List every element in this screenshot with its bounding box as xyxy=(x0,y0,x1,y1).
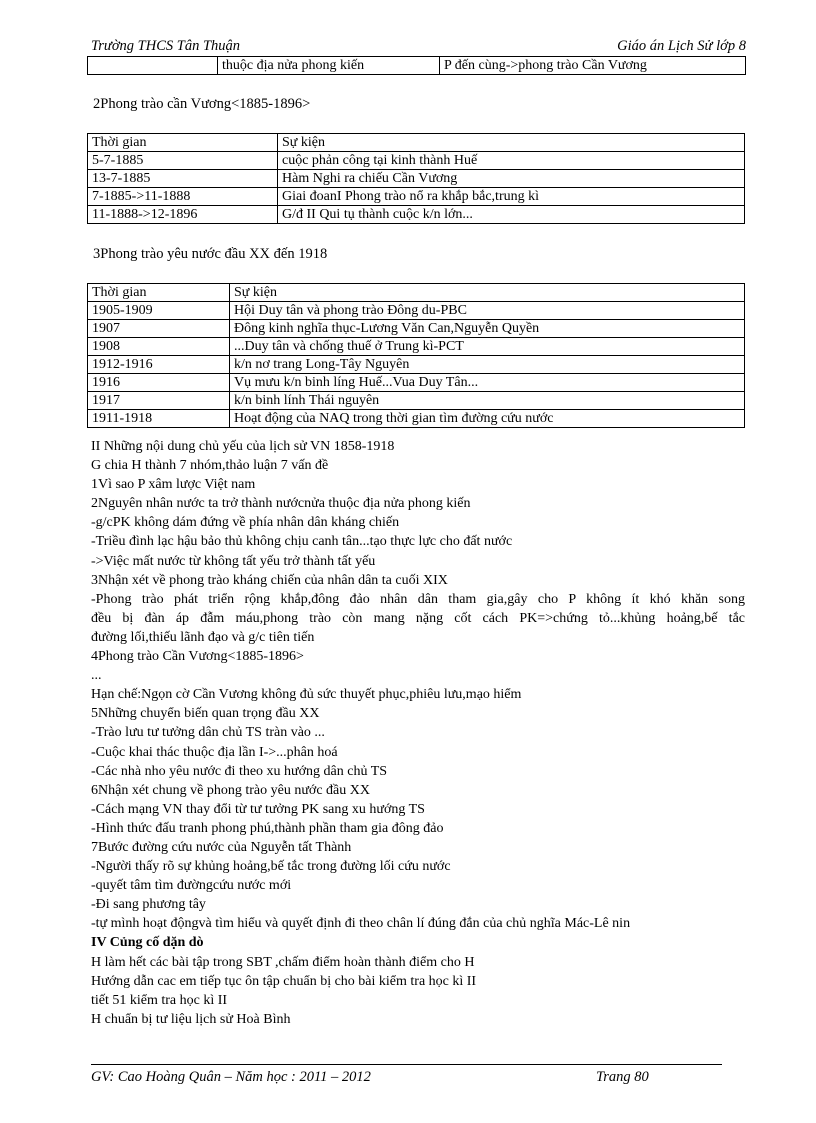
table-row xyxy=(88,320,745,338)
section-2-table xyxy=(87,133,745,224)
table-row xyxy=(88,170,745,188)
table-cell: thuộc địa nửa phong kiến xyxy=(218,57,440,75)
footer-rule xyxy=(91,1064,722,1065)
lesson-body xyxy=(91,437,745,1029)
body-line: -Cuộc khai thác thuộc địa lần I->...phân hoá xyxy=(91,744,338,760)
footer-teacher: GV: Cao Hoàng Quân – Năm học : 2011 – 2012 xyxy=(91,1069,371,1085)
body-line: 7Bước đường cứu nước của Nguyễn tất Thành xyxy=(91,839,352,855)
column-header-event: Sự kiện xyxy=(230,284,745,302)
body-line: -Phong trào phát triển rộng khắp,đông đảo nhân dân tham gia,gây cho P không ít khó khăn song xyxy=(91,591,745,607)
body-line: 2Nguyên nhân nước ta trở thành nướcnửa thuộc địa nửa phong kiến xyxy=(91,496,471,512)
table-cell: P đến cùng->phong trào Cần Vương xyxy=(440,57,746,75)
section-4-heading: IV Củng cố dặn dò xyxy=(91,935,204,951)
table-row xyxy=(88,152,745,170)
table-row xyxy=(88,188,745,206)
footer-page-number: Trang 80 xyxy=(596,1069,649,1085)
body-line: 3Nhận xét về phong trào kháng chiến của nhân dân ta cuối XIX xyxy=(91,572,448,588)
table-cell: 1916 xyxy=(88,374,230,392)
table-cell: Hội Duy tân và phong trào Đông du-PBC xyxy=(230,302,745,320)
body-line: Hạn chế:Ngọn cờ Cần Vương không đủ sức thuyết phục,phiêu lưu,mạo hiểm xyxy=(91,687,522,703)
table-cell: 5-7-1885 xyxy=(88,152,278,170)
table-cell: 1917 xyxy=(88,392,230,410)
table-cell: 13-7-1885 xyxy=(88,170,278,188)
table-cell: 7-1885->11-1888 xyxy=(88,188,278,206)
section-3-title: 3Phong trào yêu nước đầu XX đến 1918 xyxy=(93,246,328,262)
table-cell: G/đ II Qui tụ thành cuộc k/n lớn... xyxy=(278,206,745,224)
page-footer xyxy=(91,1069,722,1089)
table-cell: ...Duy tân và chống thuế ở Trung kì-PCT xyxy=(230,338,745,356)
table-header-row xyxy=(88,134,745,152)
body-line: 5Những chuyển biến quan trọng đầu XX xyxy=(91,706,320,722)
body-line: -Đi sang phương tây xyxy=(91,897,206,913)
body-line: H làm hết các bài tập trong SBT ,chấm điểm hoàn thành điểm cho H xyxy=(91,954,475,970)
table-cell: Hoạt động của NAQ trong thời gian tìm đường cứu nước xyxy=(230,410,745,428)
table-cell: k/n binh lính Thái nguyên xyxy=(230,392,745,410)
table-header-row xyxy=(88,284,745,302)
header-title: Giáo án Lịch Sử lớp 8 xyxy=(617,38,746,54)
body-line: II Những nội dung chủ yếu của lịch sử VN 1858-1918 xyxy=(91,439,395,454)
body-line: ... xyxy=(91,668,102,684)
table-cell: 1907 xyxy=(88,320,230,338)
table-cell: 1908 xyxy=(88,338,230,356)
page-header xyxy=(91,38,746,56)
table-row xyxy=(88,338,745,356)
column-header-time: Thời gian xyxy=(88,284,230,302)
table-cell: 1911-1918 xyxy=(88,410,230,428)
table-row xyxy=(88,392,745,410)
body-line: -Người thấy rõ sự khủng hoảng,bế tắc trong đường lối cứu nước xyxy=(91,859,451,875)
body-line: Hướng dẫn cac em tiếp tục ôn tập chuẩn bị cho bài kiểm tra học kì II xyxy=(91,973,477,989)
table-row xyxy=(88,57,746,75)
body-line: tiết 51 kiểm tra học kì II xyxy=(91,992,228,1008)
body-line: -g/cPK không dám đứng về phía nhân dân kháng chiến xyxy=(91,515,400,531)
body-line: -tự mình hoạt độngvà tìm hiểu và quyết định đi theo chân lí đúng đắn của chủ nghĩa Mác-Lê nin xyxy=(91,916,631,932)
table-cell: cuộc phản công tại kinh thành Huế xyxy=(278,152,745,170)
body-line: -Hình thức đấu tranh phong phú,thành phần tham gia đông đảo xyxy=(91,820,444,836)
table-cell: Hàm Nghi ra chiếu Cần Vương xyxy=(278,170,745,188)
table-row xyxy=(88,374,745,392)
body-line: ->Việc mất nước từ không tất yếu trở thành tất yếu xyxy=(91,553,376,569)
table-cell: Đông kinh nghĩa thục-Lương Văn Can,Nguyễn Quyền xyxy=(230,320,745,338)
body-line: đều bị đàn áp đẫm máu,phong trào còn mang nặng cốt cách PK=>chứng tỏ...khủng hoảng,bế tắc xyxy=(91,610,745,626)
continuation-table xyxy=(87,56,746,75)
body-line: -Triều đình lạc hậu bảo thủ không chịu canh tân...tạo thực lực cho đất nước xyxy=(91,534,513,550)
body-line: -Các nhà nho yêu nước đi theo xu hướng dân chủ TS xyxy=(91,763,388,779)
table-cell: 1912-1916 xyxy=(88,356,230,374)
table-row xyxy=(88,356,745,374)
body-line: đường lối,thiếu lãnh đạo và g/c tiên tiến xyxy=(91,629,315,645)
body-line: -quyết tâm tìm đườngcứu nước mới xyxy=(91,878,292,894)
table-cell: Vụ mưu k/n binh líng Huế...Vua Duy Tân... xyxy=(230,374,745,392)
body-line: 1Vì sao P xâm lược Việt nam xyxy=(91,477,256,493)
table-row xyxy=(88,410,745,428)
table-cell: 11-1888->12-1896 xyxy=(88,206,278,224)
header-school: Trường THCS Tân Thuận xyxy=(91,38,241,54)
table-row xyxy=(88,302,745,320)
section-2-title: 2Phong trào cần Vương<1885-1896> xyxy=(93,96,311,112)
body-line: 4Phong trào Cần Vương<1885-1896> xyxy=(91,649,304,665)
table-cell: k/n nơ trang Long-Tây Nguyên xyxy=(230,356,745,374)
table-row xyxy=(88,206,745,224)
body-line: H chuẩn bị tư liệu lịch sử Hoà Bình xyxy=(91,1011,291,1027)
body-line: -Trào lưu tư tưởng dân chủ TS tràn vào ... xyxy=(91,725,325,741)
table-cell: 1905-1909 xyxy=(88,302,230,320)
table-cell xyxy=(88,57,218,75)
section-3-table xyxy=(87,283,745,428)
body-line: G chia H thành 7 nhóm,thảo luận 7 vấn đề xyxy=(91,458,329,474)
column-header-event: Sự kiện xyxy=(278,134,745,152)
body-line: 6Nhận xét chung về phong trào yêu nước đầu XX xyxy=(91,782,370,798)
body-line: -Cách mạng VN thay đổi từ tư tưởng PK sang xu hướng TS xyxy=(91,801,425,817)
table-cell: Giai đoanI Phong trào nổ ra khắp bắc,trung kì xyxy=(278,188,745,206)
column-header-time: Thời gian xyxy=(88,134,278,152)
